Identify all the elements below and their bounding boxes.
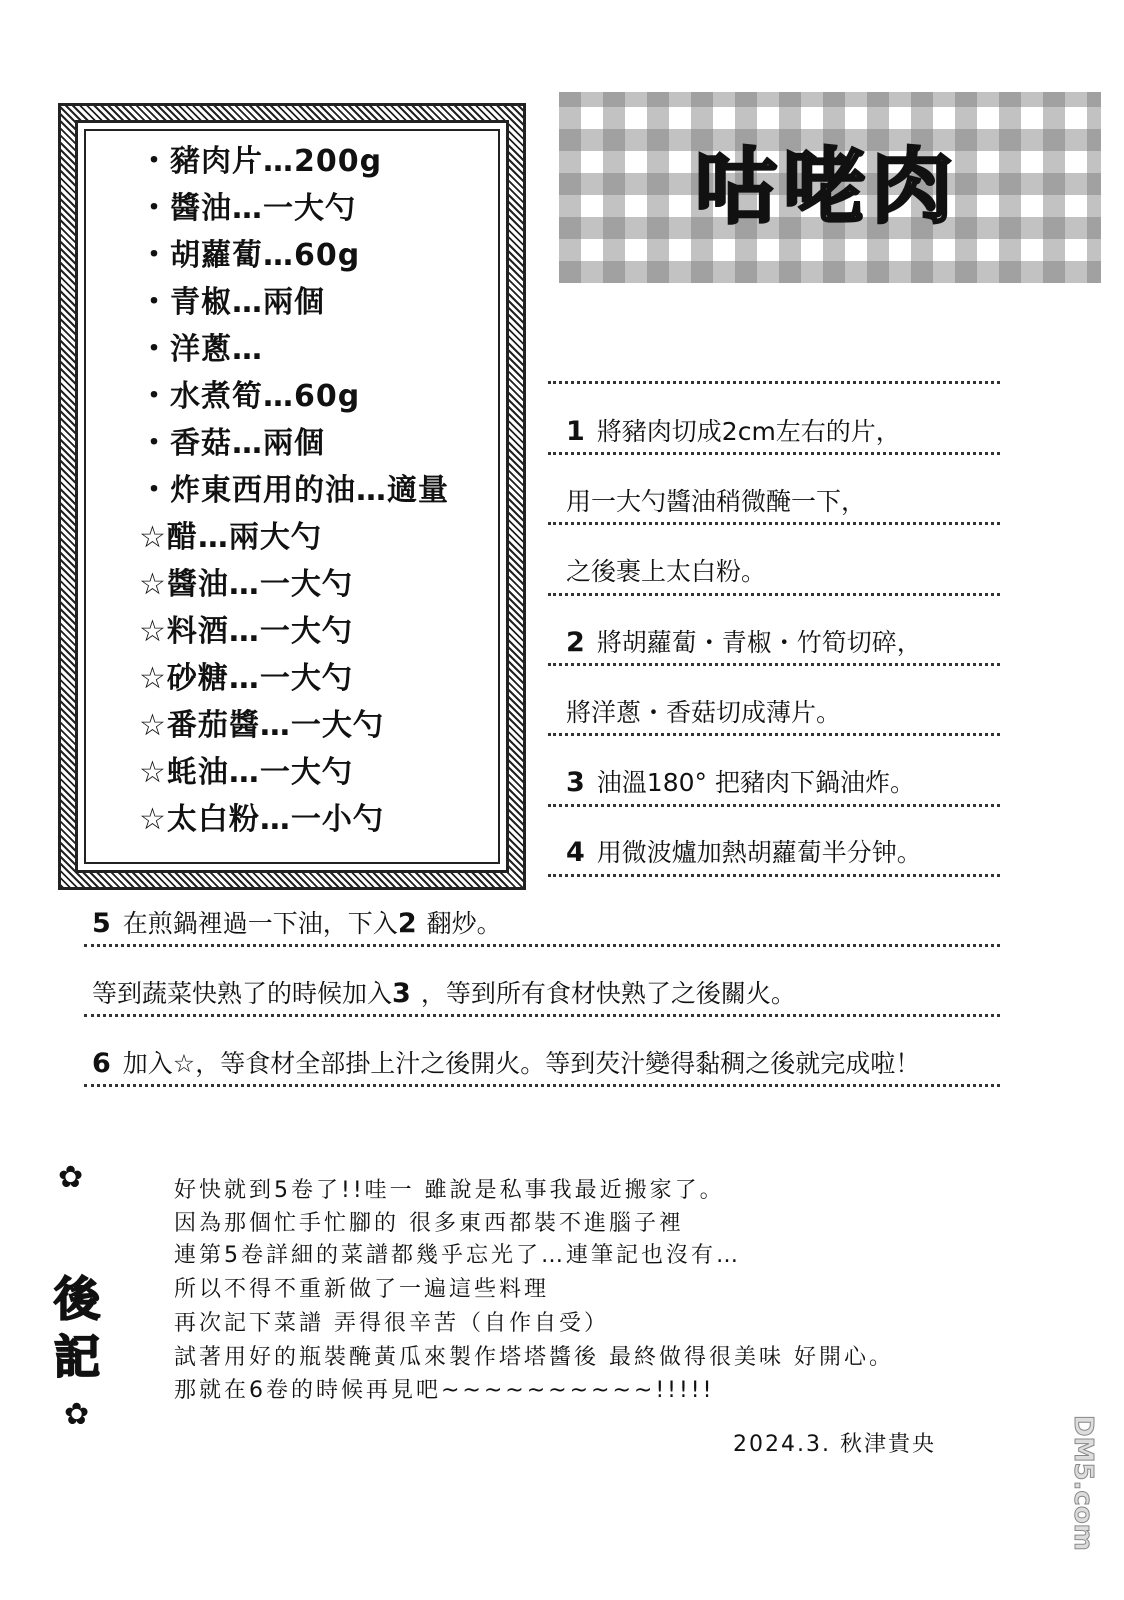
- step-ref: 3: [392, 978, 411, 1009]
- postscript-line: 好快就到5卷了!!哇一 雖說是私事我最近搬家了。: [174, 1178, 725, 1203]
- step-number: 5: [92, 908, 111, 939]
- step-ref: 2: [397, 908, 417, 939]
- ingredient-item: ・炸東西用的油…適量: [139, 473, 449, 508]
- postscript-title-char: 記: [54, 1330, 100, 1384]
- ingredient-item: ☆番茄醬…一大勺: [139, 708, 384, 743]
- ingredient-item: ・香菇…兩個: [139, 426, 325, 461]
- step-number: 4: [566, 837, 585, 868]
- step-number: 3: [566, 767, 585, 798]
- postscript-line: 再次記下菜譜 弄得很辛苦（自作自受）: [174, 1311, 609, 1336]
- postscript-line: 所以不得不重新做了一遍這些料理: [174, 1277, 550, 1302]
- step-text: 在煎鍋裡過一下油，下入: [122, 909, 398, 938]
- ingredient-item: ・洋蔥…: [139, 332, 263, 367]
- ingredient-item: ☆砂糖…一大勺: [139, 661, 353, 696]
- dotted-rule: [548, 733, 1000, 736]
- ingredient-item: ☆料酒…一大勺: [139, 614, 353, 649]
- dotted-rule: [548, 522, 1000, 525]
- step-number: 6: [92, 1048, 111, 1079]
- dotted-rule: [548, 593, 1000, 596]
- ingredient-item: ☆太白粉…一小勺: [139, 802, 384, 837]
- step-2-line-1: [566, 623, 922, 663]
- step-text: 翻炒。: [426, 909, 502, 938]
- ingredient-item: ・醬油…一大勺: [139, 191, 356, 226]
- ingredient-item: ☆醬油…一大勺: [139, 567, 353, 602]
- step-text: 將豬肉切成2cm左右的片，: [596, 417, 901, 446]
- ingredient-item: ・青椒…兩個: [139, 285, 325, 320]
- dotted-rule: [548, 874, 1000, 877]
- ingredient-item: ☆醋…兩大勺: [139, 520, 322, 555]
- dotted-rule: [548, 381, 1000, 384]
- dotted-rule: [84, 944, 1000, 947]
- site-watermark: DM5.com: [1068, 1415, 1098, 1551]
- ingredient-item: ☆蚝油…一大勺: [139, 755, 353, 790]
- flower-icon: ✿: [64, 1397, 90, 1432]
- step-3-line-1: [566, 763, 915, 803]
- dotted-rule: [548, 452, 1000, 455]
- postscript-line: 因為那個忙手忙腳的 很多東西都裝不進腦子裡: [174, 1211, 684, 1236]
- postscript-line: 連第5卷詳細的菜譜都幾乎忘光了…連筆記也沒有…: [174, 1243, 741, 1268]
- step-4-line-1: [566, 833, 922, 873]
- step-number: 2: [566, 627, 585, 658]
- step-1-line-2: 用一大勺醬油稍微醃一下，: [566, 487, 867, 516]
- postscript-title-char: 後: [54, 1272, 100, 1326]
- dotted-rule: [548, 663, 1000, 666]
- step-5-line-1: [92, 904, 502, 944]
- step-5-line-2: [92, 974, 796, 1014]
- dotted-rule: [84, 1084, 1000, 1087]
- step-text: 油溫180° 把豬肉下鍋油炸。: [596, 768, 915, 797]
- ingredient-list: [139, 136, 449, 841]
- step-2-line-2: 將洋蔥・香菇切成薄片。: [566, 698, 842, 727]
- step-text: ，等到所有食材快熟了之後關火。: [420, 979, 796, 1008]
- flower-icon: ✿: [58, 1160, 84, 1195]
- step-text: 加入☆，等食材全部掛上汁之後開火。等到芡汁變得黏稠之後就完成啦！: [122, 1049, 921, 1078]
- ingredient-item: ・水煮筍…60g: [139, 379, 361, 414]
- step-6-line-1: [92, 1044, 920, 1084]
- dotted-rule: [84, 1014, 1000, 1017]
- recipe-title: 咕咾肉: [694, 140, 959, 235]
- postscript-line: 試著用好的瓶裝醃黃瓜來製作塔塔醬後 最終做得很美味 好開心。: [174, 1345, 894, 1370]
- step-text: 用微波爐加熱胡蘿蔔半分钟。: [596, 838, 922, 867]
- postscript-title: [54, 1270, 110, 1386]
- step-number: 1: [566, 416, 585, 447]
- postscript-line: 那就在6卷的時候再見吧~~~~~~~~~~!!!!!: [174, 1378, 715, 1403]
- step-1-line-1: [566, 412, 901, 452]
- dotted-rule: [548, 804, 1000, 807]
- step-1-line-3: 之後裹上太白粉。: [566, 557, 767, 586]
- ingredient-box: [58, 103, 526, 890]
- step-text: 等到蔬菜快熟了的時候加入: [92, 979, 393, 1008]
- signature: 2024.3. 秋津貴央: [733, 1432, 936, 1457]
- step-text: 將胡蘿蔔・青椒・竹筍切碎，: [596, 628, 922, 657]
- ingredient-item: ・胡蘿蔔…60g: [139, 238, 361, 273]
- ingredient-item: ・豬肉片…200g: [139, 144, 383, 179]
